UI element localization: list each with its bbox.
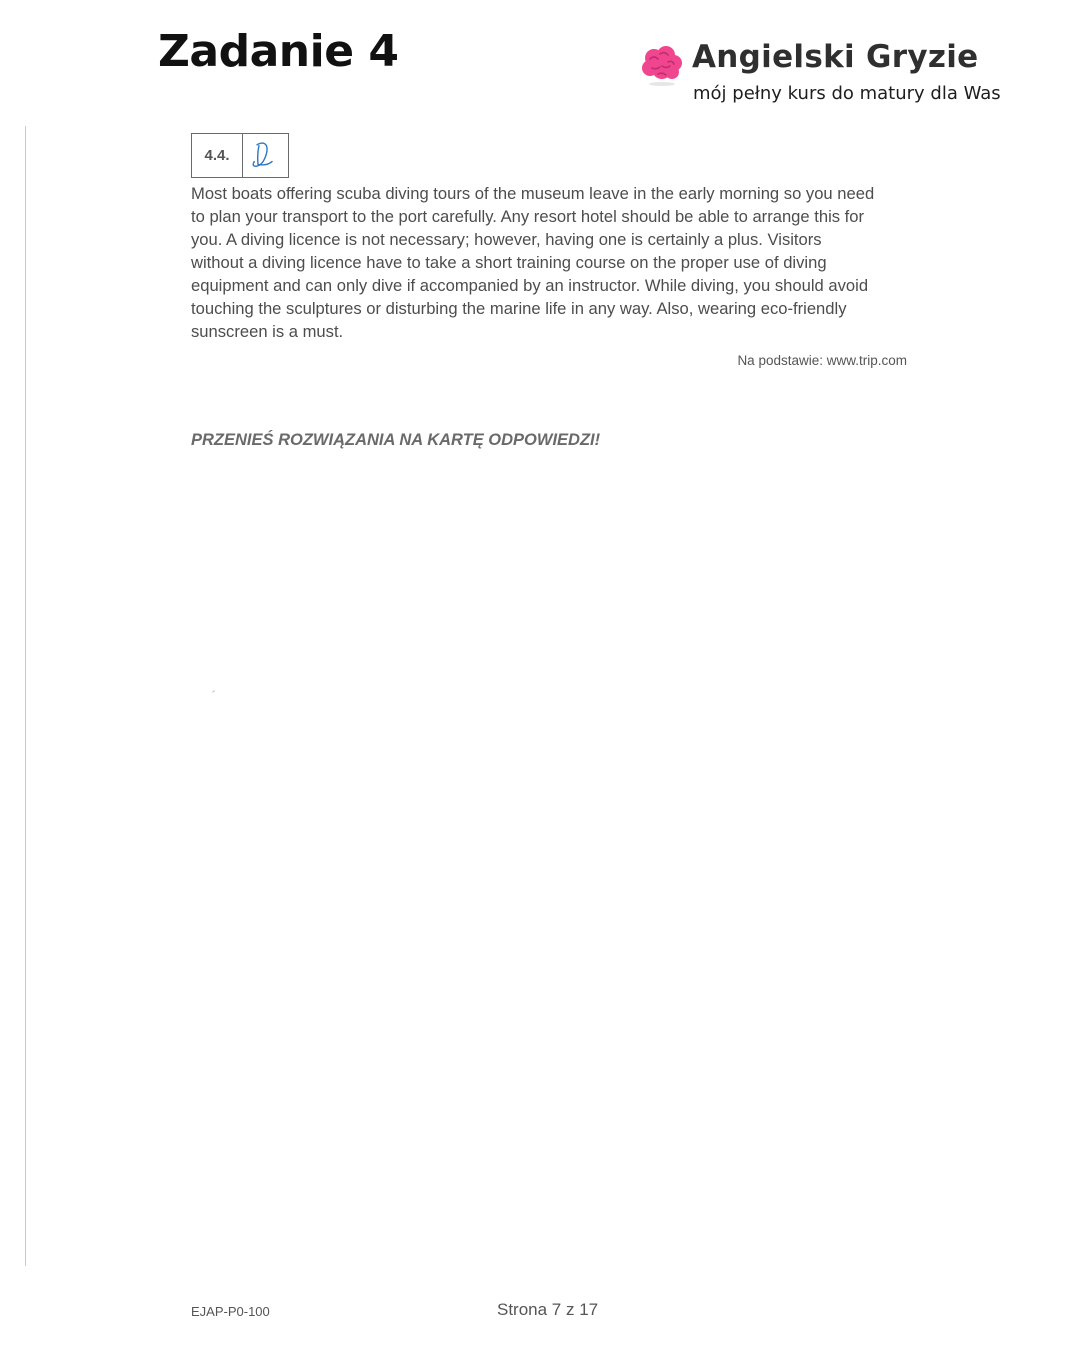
passage-line: you. A diving licence is not necessary; however, having one is certainly a plus. Visitors [191, 230, 822, 249]
page-title: Zadanie 4 [158, 26, 399, 77]
answer-box [191, 133, 289, 178]
exam-code: EJAP-P0-100 [191, 1304, 270, 1319]
scan-edge-line [25, 126, 26, 1266]
page-number: Strona 7 z 17 [497, 1300, 599, 1319]
answer-box-mark-cell [243, 134, 288, 177]
passage-line: Most boats offering scuba diving tours of the museum leave in the early morning so you need [191, 184, 875, 203]
passage-line: equipment and can only dive if accompanied by an instructor. While diving, you should avoid [191, 276, 869, 295]
passage-line: sunscreen is a must. [191, 322, 344, 341]
transfer-instruction: PRZENIEŚ ROZWIĄZANIA NA KARTĘ ODPOWIEDZI! [191, 431, 601, 449]
passage-line: touching the sculptures or disturbing the marine life in any way. Also, wearing eco-friendly [191, 299, 847, 318]
brand-name: Angielski Gryzie [692, 39, 979, 75]
passage-line: without a diving licence have to take a short training course on the proper use of diving [191, 253, 827, 272]
brain-icon [640, 44, 684, 88]
brand-tagline: mój pełny kurs do matury dla Was [693, 83, 1001, 104]
scan-speck [212, 690, 215, 692]
reading-passage [191, 182, 931, 343]
handwritten-answer-mark [243, 134, 288, 177]
passage-line: to plan your transport to the port carefully. Any resort hotel should be able to arrange this for [191, 207, 865, 226]
answer-box-number: 4.4. [192, 134, 243, 177]
source-citation: Na podstawie: www.trip.com [737, 353, 907, 368]
